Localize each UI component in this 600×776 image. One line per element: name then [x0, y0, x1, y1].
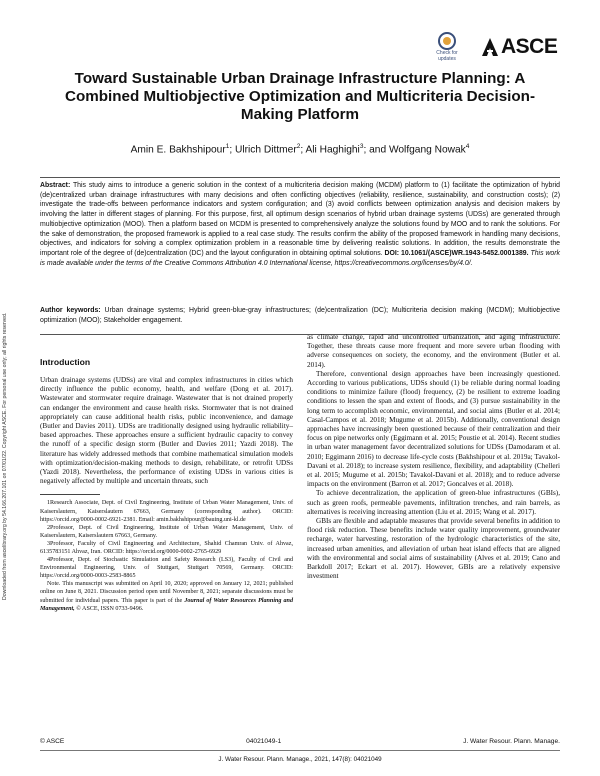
- introduction-heading: Introduction: [40, 357, 91, 367]
- abstract-text: This study aims to introduce a generic solution in the context of a multicriteria decision making (MCDM) platform to (1) facilitate the optimization of hybrid (de)centralized urban drainage infrastructures with many decisions and often conflicting objectives (reliability, resilience, sustainability, and construction costs); (2) investigate the trade-offs between performance indicators and system configuration; and (3) avoid conflicts between optimization analysis and decision makers by involving the latter in different stages of planning. For this purpose, first, all optimum design scenarios of hybrid urban drainage systems (UDSs) are generated through multiobjective optimization (MOO). Then a platform based on MCDM is presented to comprehensively analyze the solutions found by MOO and to rank the solutions. For the sake of demonstration, the proposed framework is applied to a real case study. The results confirm the ability of the proposed framework in handling many decisions, objectives, and indicators for solving a complex optimization problem in a reasonable time by delivering realistic solutions. In addition, the results demonstrate the important role of the degree of (de)centralization (DC) and the layout configuration in obtaining optimal solutions.: [40, 182, 560, 257]
- right-paragraph-3: To achieve decentralization, the application of green-blue infrastructures (GBIs), such as green roofs, permeable pavements, infiltration trenches, and rain barrels, as alternatives is receiving increasing attention (Liu et al. 2015; Wang et al. 2017).: [307, 489, 560, 516]
- footnote-divider: [40, 494, 100, 495]
- publisher-logo: [482, 36, 557, 58]
- footnote-2: 2Professor, Dept. of Civil Engineering, Institute of Urban Water Management, Univ. of Kaiserslautern, Kaiserslautern 67663, Germany.: [40, 524, 293, 539]
- right-paragraph-2: Therefore, conventional design approaches have been increasingly questioned. According to various publications, UDSs should (1) be reliable during normal loading conditions to minimize failure (flood) frequency, (2) be resilient to extreme loading conditions to lessen the span and extent of floods, and (3) pursue sustainability in the long term to accomplish economic, environmental, and social aims (Butler et al. 2014; Casal-Campos et al. 2018; Mugume et al. 2015b). Additionally, conventional design approaches have increasingly been questioned because of their centralization and their focus on pipe networks only (Eggimann et al. 2015; Poustie et al. 2014). Recent studies in urban water management favor decentralized solutions for UDSs (Damodaram et al. 2010; Eggimann 2016) to decrease life-cycle costs (Bakhshipour et al. 2019a; Tavakol-Davani et al. 2018); to increase system resilience, flexibility, and adaptability (Chelleri et al. 2015; Mugume et al. 2015b; Tavakol-Davani et al. 2018); and to reduce adverse impacts on the environment (Barron et al. 2017; Goncalves et al. 2018).: [307, 369, 560, 489]
- footer-page-id: 04021049-1: [246, 738, 282, 745]
- author-4: and Wolfgang Nowak: [369, 144, 466, 156]
- author-2: Ulrich Dittmer: [235, 144, 297, 156]
- right-column: [307, 333, 560, 581]
- footnote-1: 1Research Associate, Dept. of Civil Engineering, Institute of Urban Water Management, Univ. of Kaiserslautern, Kaiserslautern 67663, Germany (corresponding author). ORCID: https://orcid.org/0000-0002-6921-2381. Email: amin.bakhshipour@bauing.uni-kl.de: [40, 500, 293, 523]
- left-column: [40, 357, 293, 613]
- license-text: This work is made available under the terms of the Creative Commons Attribution 4.0 International license, https://creativecommons.org/licenses/by/4.0/.: [40, 249, 560, 267]
- footer-journal: J. Water Resour. Plann. Manage.: [463, 738, 560, 745]
- badge-line-1: Check for: [436, 50, 458, 56]
- abstract-label: Abstract:: [40, 182, 71, 189]
- footnote-3: 3Professor, Faculty of Civil Engineering and Architecture, Shahid Chamran Univ. of Ahvaz, 6135783151 Ahvaz, Iran. ORCID: https://orcid.org/0000-0002-2765-6929: [40, 540, 293, 555]
- footer-rule: [40, 750, 560, 751]
- abstract: [40, 181, 560, 268]
- submission-note: [40, 580, 293, 612]
- footnote-4: 4Professor, Dept. of Stochastic Simulation and Safety Research (LS3), Faculty of Civil and Environmental Engineering, Univ. of Stuttgart, Stuttgart 70569, Germany. ORCID: https://orcid.org/0000-0003-2583-8865: [40, 557, 293, 580]
- footer-copyright: © ASCE: [40, 738, 65, 745]
- doi-link[interactable]: DOI: 10.1061/(ASCE)WR.1943-5452.0001389.: [384, 249, 529, 257]
- badge-line-2: updates: [438, 55, 456, 62]
- right-paragraph-1: as climate change, rapid and uncontrolled urbanization, and aging infrastructure. Together, these threats cause more frequent and more severe urban flooding with adverse consequences on society, the economy, and the environment (Butler et al. 2014).: [307, 333, 560, 369]
- paper-title: Toward Sustainable Urban Drainage Infrastructure Planning: A Combined Multiobjective Optimization and Multicriteria Decision-Making Platform: [64, 70, 535, 123]
- intro-paragraph-1: Urban drainage systems (UDSs) are vital and complex infrastructures in cities which directly influence the public economy, health, and welfare (Dong et al. 2017). Wastewater and stormwater require drainage. Wastewater that is not drained properly can endanger the environment and cause health risks. Stormwater that is not drained appropriately can cause additional health risks, public inconvenience, and damage (Butler and Davies 2011). UDSs are traditionally designed using hydraulic reliability–based approaches. These approaches ensure a sufficient hydraulic capacity to convey the runoff of a specific design storm (Butler and Davies 2011; Yazdi 2018). The literature has widely addressed methods that combine mathematical simulation models with optimization/decision-making methods to design, rehabilitate, or retrofit UDSs (Yazdi 2018). Nevertheless, the performance of existing UDSs in various cities is negatively affected by multiple and uncertain threats, such: [40, 376, 293, 486]
- author-1: Amin E. Bakhshipour: [130, 144, 226, 156]
- journal-name: Journal of Water Resources Planning and Management,: [40, 597, 293, 612]
- keywords-text: Urban drainage systems; Hybrid green-blue-gray infrastructures; (de)centralization (DC); Multicriteria decision making (MCDM); Multiobjective optimization (MOO); Stakeholder engagement.: [40, 307, 561, 324]
- keywords-label: Author keywords:: [40, 307, 101, 314]
- page-footer: [40, 738, 560, 745]
- logo-text: ASCE: [501, 35, 558, 58]
- author-keywords: [40, 306, 560, 325]
- asce-logo-icon: [482, 38, 498, 56]
- citation-line: J. Water Resour. Plann. Manage., 2021, 147(8): 04021049: [218, 756, 382, 763]
- right-paragraph-4: GBIs are flexible and adaptable measures that provide several benefits in addition to flood risk reduction. These benefits include water quality improvement, groundwater recharge, water harvesting, restoration of the hydrologic characteristics of the site, increased urban amenities, and alleviation of urban heat island effects that are aligned with the environmental and social aims of sustainability (Alves et al. 2019; Cano and Barkdoll 2017; Eckart et al. 2017). However, GBIs are a relatively expensive investment: [307, 517, 560, 581]
- issn-text: © ASCE, ISSN 0733-9496.: [76, 605, 144, 612]
- author-3: Ali Haghighi: [305, 144, 360, 156]
- note-text: Note. This manuscript was submitted on April 10, 2020; approved on January 12, 2021; published online on June 8, 2021. Discussion period open until November 8, 2021; separate discussions must be submitted for individual papers. This paper is part of the: [40, 581, 293, 604]
- author-list: Amin E. Bakhshipour$^1$; Ulrich Dittmer$^2$; Ali Haghighi$^3$; and Wolfgang Nowak$^4$: [130, 143, 470, 156]
- download-notice: Downloaded from ascelibrary.org by 54.166.207.101 on 07/01/22. Copyright ASCE. For personal use only; all rights reserved.: [2, 312, 8, 600]
- abstract-top-rule: [40, 177, 560, 178]
- update-check-icon: [438, 32, 456, 50]
- check-for-updates-badge[interactable]: [432, 32, 462, 66]
